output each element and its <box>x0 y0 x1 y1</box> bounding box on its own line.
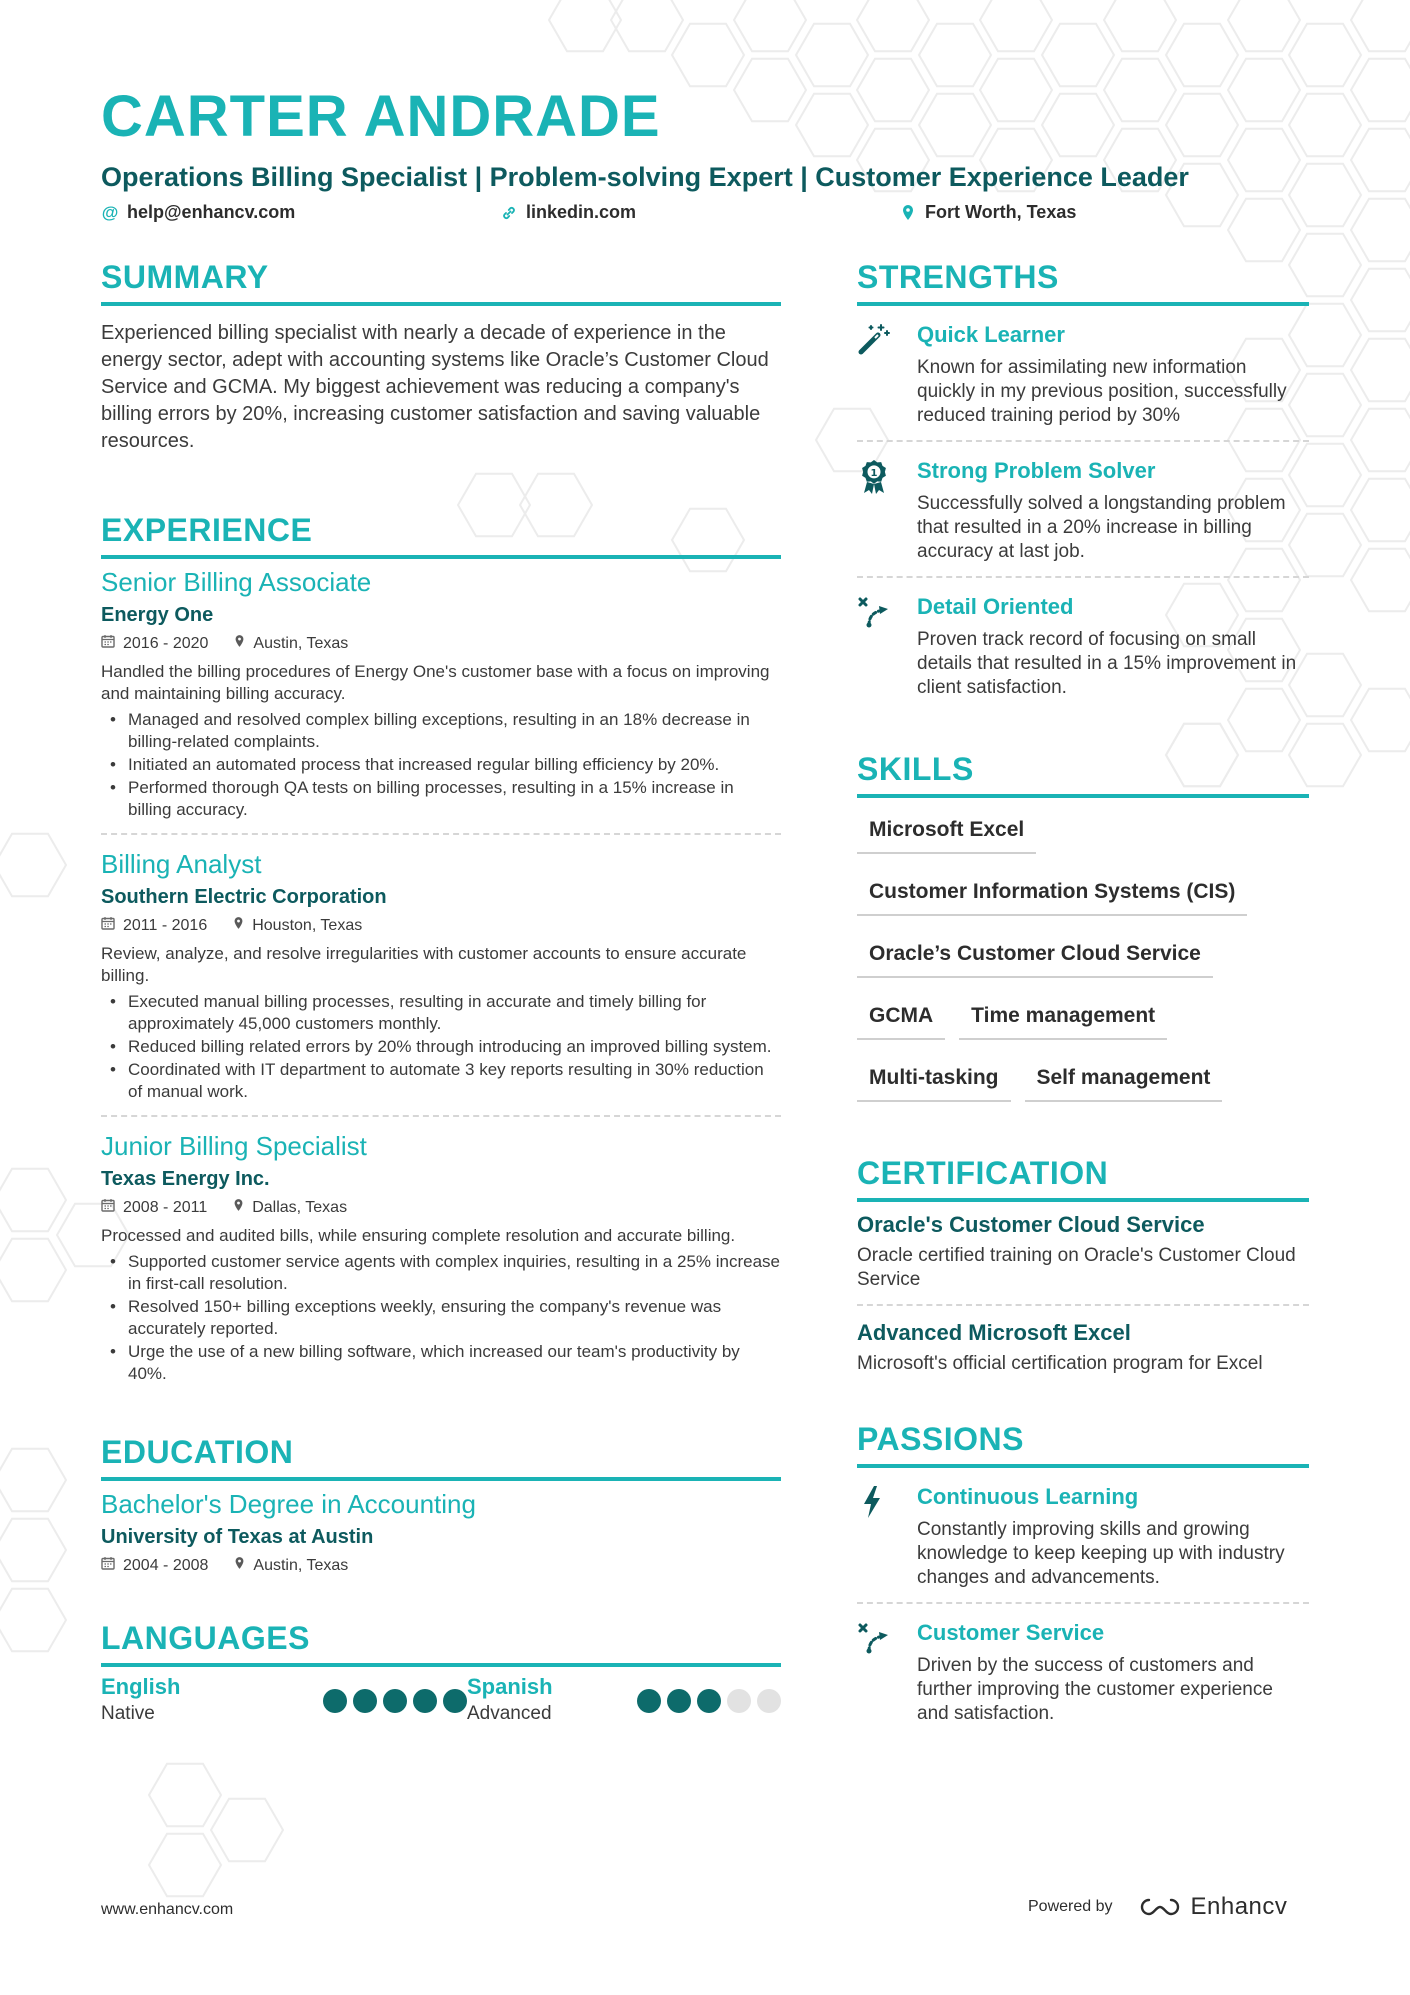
certification-item <box>857 1210 1309 1292</box>
section-divider <box>101 555 781 559</box>
languages-heading: LANGUAGES <box>101 1620 310 1656</box>
company-name: Texas Energy Inc. <box>101 1168 270 1190</box>
strength-title: Detail Oriented <box>917 594 1074 619</box>
entry-divider <box>857 576 1309 578</box>
candidate-tagline: Operations Billing Specialist | Problem-solving Expert | Customer Experience Leader <box>101 162 1189 192</box>
certification-desc: Microsoft's official certification program for Excel <box>857 1353 1263 1374</box>
experience-heading: EXPERIENCE <box>101 512 313 548</box>
proficiency-dots <box>637 1689 781 1727</box>
education-dates <box>101 1555 208 1577</box>
job-title: Junior Billing Specialist <box>101 1131 367 1161</box>
calendar-icon <box>101 915 115 937</box>
passion-title: Continuous Learning <box>917 1484 1139 1509</box>
at-icon: @ <box>101 202 119 222</box>
proficiency-dot-filled <box>353 1689 377 1713</box>
school-name: University of Texas at Austin <box>101 1526 374 1548</box>
calendar-icon <box>101 633 115 655</box>
job-location <box>234 633 348 655</box>
skills-list <box>857 810 1309 1120</box>
job-bullet: • Initiated an automated process that increased regular billing efficiency by 20%. <box>101 754 781 776</box>
powered-by-text: Powered by <box>1028 1898 1113 1915</box>
footer-website[interactable]: www.enhancv.com <box>101 1901 234 1918</box>
skill-tag: Oracle’s Customer Cloud Service <box>857 934 1213 978</box>
target-path-icon <box>857 1618 901 1658</box>
job-bullet: • Supported customer service agents with complex inquiries, resulting in a 25% increase in first-call resolution. <box>101 1251 781 1295</box>
language-item <box>467 1673 781 1727</box>
strength-title: Quick Learner <box>917 322 1065 347</box>
passions-section <box>857 1418 1309 1726</box>
education-location-text: Austin, Texas <box>253 1557 349 1574</box>
job-dates-text: 2016 - 2020 <box>123 635 209 652</box>
skill-tag: Multi-tasking <box>857 1058 1011 1102</box>
language-info <box>467 1673 553 1727</box>
section-divider <box>101 1663 781 1667</box>
contact-email[interactable] <box>101 202 295 223</box>
experience-section <box>101 509 781 1385</box>
map-pin-icon <box>233 915 244 937</box>
strength-body <box>917 592 1309 700</box>
contact-row <box>101 202 1311 230</box>
job-bullet: • Coordinated with IT department to automate 3 key reports resulting in 30% reduction of manual work. <box>101 1059 781 1103</box>
passion-item <box>857 1482 1309 1590</box>
job-dates-text: 2011 - 2016 <box>123 917 208 934</box>
education-section <box>101 1431 781 1577</box>
job-bullet: • Executed manual billing processes, resulting in accurate and timely billing for approximately 45,000 customers monthly. <box>101 991 781 1035</box>
passion-item <box>857 1618 1309 1726</box>
language-item <box>101 1673 467 1727</box>
job-description: Processed and audited bills, while ensuring complete resolution and accurate billing. <box>101 1226 736 1245</box>
skills-heading: SKILLS <box>857 751 974 787</box>
certification-heading: CERTIFICATION <box>857 1155 1109 1191</box>
award-ribbon-icon <box>857 456 901 496</box>
education-meta <box>101 1555 781 1577</box>
passions-heading: PASSIONS <box>857 1421 1024 1457</box>
job-dates <box>101 1197 207 1219</box>
job-location <box>233 1197 347 1219</box>
language-info <box>101 1673 180 1727</box>
proficiency-dot-filled <box>697 1689 721 1713</box>
company-name: Energy One <box>101 604 214 626</box>
entry-divider <box>101 833 781 835</box>
passion-title: Customer Service <box>917 1620 1105 1645</box>
section-divider <box>857 302 1309 306</box>
section-divider <box>857 1464 1309 1468</box>
strength-body <box>917 320 1309 428</box>
company-name: Southern Electric Corporation <box>101 886 387 908</box>
skill-tag: Self management <box>1025 1058 1223 1102</box>
entry-divider <box>857 1304 1309 1306</box>
language-name: Spanish <box>467 1674 553 1699</box>
skill-tag: Microsoft Excel <box>857 810 1036 854</box>
passion-body <box>917 1618 1309 1726</box>
language-name: English <box>101 1674 181 1699</box>
entry-divider <box>857 1602 1309 1604</box>
strengths-section <box>857 256 1309 700</box>
language-level: Advanced <box>467 1703 552 1724</box>
svg-text:1: 1 <box>870 468 878 479</box>
proficiency-dot-filled <box>667 1689 691 1713</box>
skill-tag: Customer Information Systems (CIS) <box>857 872 1247 916</box>
skill-tag: Time management <box>959 996 1167 1040</box>
strengths-heading: STRENGTHS <box>857 259 1059 295</box>
job-dates <box>101 915 207 937</box>
job-dates <box>101 633 208 655</box>
job-bullet: • Resolved 150+ billing exceptions weekly, ensuring the company's revenue was accurately reported. <box>101 1296 781 1340</box>
section-divider <box>101 302 781 306</box>
education-heading: EDUCATION <box>101 1434 294 1470</box>
job-meta <box>101 915 781 937</box>
strength-desc: Known for assimilating new information quickly in my previous position, successfully reduced training period by 30% <box>917 357 1287 426</box>
job-meta <box>101 633 781 655</box>
brand-name: Enhancv <box>1190 1893 1288 1920</box>
job-bullet: • Managed and resolved complex billing exceptions, resulting in an 18% decrease in billing-related complaints. <box>101 709 781 753</box>
proficiency-dot-filled <box>637 1689 661 1713</box>
contact-linkedin[interactable] <box>500 202 636 223</box>
magic-wand-icon <box>857 320 901 360</box>
job-bullet: • Urge the use of a new billing software, which increased our team's productivity by 40%. <box>101 1341 781 1385</box>
job-bullet: • Reduced billing related errors by 20% through introducing an improved billing system. <box>101 1036 781 1058</box>
footer-brand <box>1028 1893 1287 1921</box>
job-location-text: Austin, Texas <box>253 635 349 652</box>
contact-location <box>899 202 1076 223</box>
experience-entry <box>101 847 781 1103</box>
left-column <box>101 256 781 1727</box>
summary-text: Experienced billing specialist with nearly a decade of experience in the energy sector, adept with accounting systems like Oracle’s Customer Cloud Service and GCMA. My biggest achievement was reducing a company's billing errors by 20%, increasing customer satisfaction and saving valuable resources. <box>101 322 769 452</box>
map-pin-icon <box>233 1197 244 1219</box>
strength-desc: Proven track record of focusing on small details that resulted in a 15% improvement in client satisfaction. <box>917 629 1297 698</box>
job-title: Billing Analyst <box>101 849 262 879</box>
job-location-text: Houston, Texas <box>252 917 363 934</box>
location-text: Fort Worth, Texas <box>925 202 1077 222</box>
strength-item <box>857 320 1309 428</box>
strength-item <box>857 456 1309 564</box>
job-bullet: • Performed thorough QA tests on billing processes, resulting in a 15% increase in billing accuracy. <box>101 777 781 821</box>
job-bullets <box>101 991 781 1103</box>
job-location-text: Dallas, Texas <box>252 1199 348 1216</box>
summary-heading: SUMMARY <box>101 259 269 295</box>
lightning-icon <box>857 1482 901 1522</box>
job-description: Handled the billing procedures of Energy One's customer base with a focus on improving and maintaining billing accuracy. <box>101 662 770 703</box>
skill-tag: GCMA <box>857 996 945 1040</box>
strength-title: Strong Problem Solver <box>917 458 1156 483</box>
proficiency-dot-filled <box>413 1689 437 1713</box>
map-pin-icon <box>899 204 917 221</box>
map-pin-icon <box>234 1555 245 1577</box>
enhancv-logo[interactable] <box>1137 1893 1288 1921</box>
section-divider <box>857 794 1309 798</box>
job-bullets <box>101 1251 781 1385</box>
email-text: help@enhancv.com <box>127 202 296 222</box>
skills-section <box>857 748 1309 1120</box>
certification-desc: Oracle certified training on Oracle's Customer Cloud Service <box>857 1245 1296 1290</box>
certification-title: Advanced Microsoft Excel <box>857 1320 1131 1345</box>
certification-section <box>857 1152 1309 1376</box>
education-location <box>234 1555 348 1577</box>
passion-body <box>917 1482 1309 1590</box>
resume-header <box>101 82 1311 230</box>
strength-desc: Successfully solved a longstanding problem that resulted in a 20% increase in billing accuracy at last job. <box>917 493 1286 562</box>
entry-divider <box>101 1115 781 1117</box>
proficiency-dot-empty <box>727 1689 751 1713</box>
link-icon <box>500 205 518 221</box>
job-title: Senior Billing Associate <box>101 567 372 597</box>
proficiency-dot-filled <box>443 1689 467 1713</box>
summary-section <box>101 256 781 455</box>
language-level: Native <box>101 1703 155 1724</box>
section-divider <box>101 1477 781 1481</box>
right-column <box>857 256 1309 1726</box>
education-dates-text: 2004 - 2008 <box>123 1557 209 1574</box>
job-description: Review, analyze, and resolve irregularities with customer accounts to ensure accurate billing. <box>101 944 747 985</box>
experience-entry <box>101 565 781 821</box>
target-path-icon <box>857 592 901 632</box>
job-meta <box>101 1197 781 1219</box>
proficiency-dot-filled <box>323 1689 347 1713</box>
proficiency-dot-filled <box>383 1689 407 1713</box>
section-divider <box>857 1198 1309 1202</box>
strength-body <box>917 456 1309 564</box>
passion-desc: Constantly improving skills and growing knowledge to keep keeping up with industry changes and advancements. <box>917 1519 1285 1588</box>
entry-divider <box>857 440 1309 442</box>
proficiency-dot-empty <box>757 1689 781 1713</box>
certification-item <box>857 1318 1309 1376</box>
linkedin-text: linkedin.com <box>526 202 637 222</box>
degree-title: Bachelor's Degree in Accounting <box>101 1489 476 1519</box>
strength-item <box>857 592 1309 700</box>
certification-title: Oracle's Customer Cloud Service <box>857 1212 1205 1237</box>
calendar-icon <box>101 1197 115 1219</box>
experience-entry <box>101 1129 781 1385</box>
job-bullets <box>101 709 781 821</box>
calendar-icon <box>101 1555 115 1577</box>
passion-desc: Driven by the success of customers and further improving the customer experience and satisfaction. <box>917 1655 1273 1724</box>
job-location <box>233 915 362 937</box>
languages-section <box>101 1617 781 1727</box>
enhancv-logo-icon <box>1137 1896 1183 1918</box>
candidate-name: CARTER ANDRADE <box>101 84 661 149</box>
proficiency-dots <box>323 1689 467 1727</box>
map-pin-icon <box>234 633 245 655</box>
languages-row <box>101 1673 781 1727</box>
job-dates-text: 2008 - 2011 <box>123 1199 208 1216</box>
